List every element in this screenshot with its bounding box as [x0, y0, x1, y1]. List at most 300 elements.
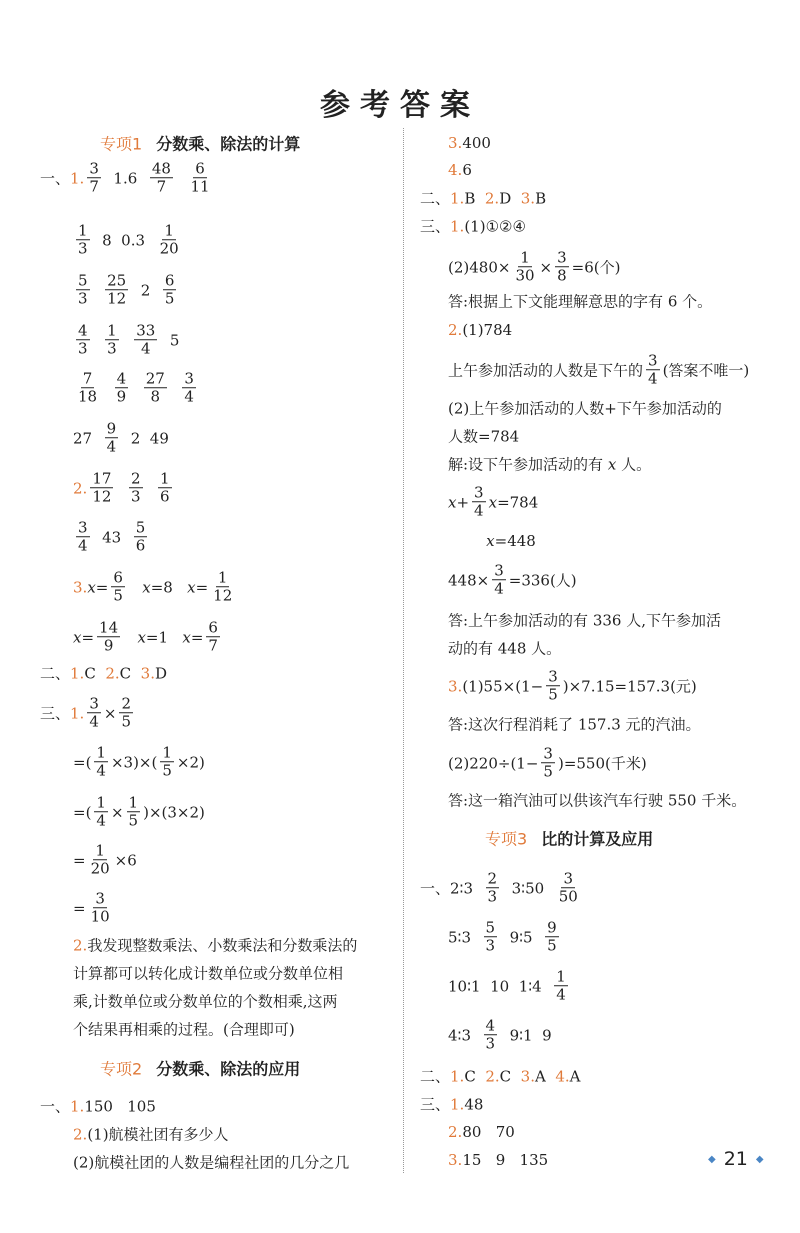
fraction	[163, 272, 177, 308]
answer-line	[73, 619, 223, 655]
answer-text: 动的有 448 人。	[448, 639, 562, 658]
answer-line	[73, 272, 179, 308]
item-label: 专项1	[100, 134, 143, 154]
fraction	[97, 619, 120, 655]
answer-line	[73, 470, 175, 506]
answer-text	[122, 331, 132, 349]
fraction	[158, 222, 181, 258]
numerator: 3	[474, 483, 484, 502]
denominator: 4	[184, 387, 194, 406]
denominator: 5	[548, 685, 558, 704]
answer-line	[448, 321, 512, 339]
numerator: 27	[145, 369, 165, 388]
numerator: 2	[121, 694, 131, 713]
fraction	[76, 272, 90, 308]
fraction	[134, 519, 148, 555]
answer-text	[146, 479, 156, 497]
numerator: 3	[557, 248, 567, 267]
item-label: 3.	[73, 578, 88, 596]
numerator: 4	[116, 369, 127, 388]
section-heading	[100, 132, 300, 155]
denominator: 3	[78, 339, 88, 358]
answer-line	[448, 161, 472, 179]
item-label: 2.	[448, 321, 463, 339]
answer-line	[73, 935, 357, 956]
answer-text: 8 0.3	[92, 231, 155, 249]
fraction	[105, 420, 119, 456]
fraction	[557, 870, 580, 906]
answer-line	[448, 134, 491, 152]
answer-line	[73, 370, 199, 406]
answer-line	[448, 562, 577, 598]
variable: x	[137, 628, 146, 646]
numerator: 7	[82, 369, 93, 388]
answer-text: 分数乘、除法的计算	[156, 134, 301, 154]
answer-line	[73, 794, 205, 830]
answer-line	[448, 1151, 548, 1169]
item-label: 3.	[448, 677, 463, 695]
fraction	[150, 160, 173, 196]
fraction	[546, 668, 560, 704]
numerator: 5	[78, 271, 88, 290]
numerator: 6	[113, 568, 123, 587]
answer-line	[40, 663, 167, 684]
denominator: 6	[160, 487, 170, 506]
item-label: 1.	[450, 1095, 465, 1113]
answer-text: =(	[73, 753, 92, 771]
numerator: 4	[78, 321, 88, 340]
answer-line	[73, 222, 184, 258]
fraction	[211, 569, 234, 605]
numerator: 3	[648, 351, 658, 370]
fraction	[94, 794, 108, 830]
denominator: 12	[92, 487, 112, 506]
denominator: 5	[162, 761, 172, 780]
answer-line	[73, 1019, 295, 1040]
answer-text	[128, 578, 142, 596]
fraction	[472, 484, 486, 520]
answer-text: =	[195, 578, 209, 596]
answer-text: (2)220÷(1−	[448, 754, 539, 772]
fraction	[160, 744, 174, 780]
denominator: 11	[190, 177, 210, 196]
denominator: 4	[648, 369, 658, 388]
answer-line	[448, 610, 721, 631]
denominator: 3	[485, 936, 496, 955]
item-label: 2.	[73, 936, 88, 954]
numerator: 2	[487, 869, 498, 888]
numerator: 1	[217, 568, 228, 587]
fraction	[115, 370, 129, 406]
answer-text: A	[534, 1067, 556, 1085]
answer-text	[131, 379, 141, 397]
denominator: 3	[78, 239, 88, 258]
answer-text: =784	[497, 493, 539, 511]
variable: x	[607, 455, 617, 473]
fraction	[484, 919, 498, 955]
fraction	[158, 470, 172, 506]
fraction	[134, 322, 157, 358]
page-title: 参考答案	[320, 88, 480, 123]
answer-line	[448, 352, 749, 388]
question-number: 三、	[420, 1095, 451, 1114]
denominator: 12	[107, 289, 127, 308]
answer-line	[448, 919, 562, 955]
denominator: 4	[96, 761, 106, 780]
answer-line	[40, 1096, 156, 1117]
answer-text: ×2)	[176, 753, 205, 771]
denominator: 7	[156, 177, 167, 196]
numerator: 3	[95, 889, 105, 908]
answer-text: 我发现整数乘法、小数乘法和分数乘法的	[87, 936, 358, 955]
item-label: 4.	[448, 161, 463, 179]
numerator: 48	[151, 159, 171, 178]
fraction	[87, 695, 101, 731]
item-label: 1.	[450, 1067, 465, 1085]
answer-line	[73, 322, 179, 358]
fraction	[105, 272, 128, 308]
denominator: 20	[90, 859, 110, 878]
fraction	[90, 470, 113, 506]
section-heading	[100, 1057, 300, 1080]
answer-text: =(	[73, 803, 92, 821]
item-label: 3.	[448, 1151, 463, 1169]
numerator: 3	[78, 518, 88, 537]
numerator: 9	[547, 918, 557, 937]
numerator: 25	[107, 271, 127, 290]
item-label: 2.	[484, 189, 500, 207]
answer-line	[73, 991, 338, 1012]
answer-text: +	[456, 493, 470, 511]
answer-line	[73, 842, 137, 878]
numerator: 1	[162, 743, 172, 762]
answer-text: =	[73, 851, 86, 869]
answer-line	[73, 519, 150, 555]
numerator: 1	[520, 248, 530, 267]
denominator: 7	[89, 177, 99, 196]
answer-line	[448, 398, 722, 419]
answer-line	[448, 668, 697, 704]
denominator: 3	[107, 339, 117, 358]
answer-text: (1)55×(1−	[462, 677, 544, 695]
numerator: 9	[106, 419, 117, 438]
answer-text: C	[464, 1067, 486, 1085]
numerator: 1	[556, 967, 566, 986]
numerator: 3	[563, 869, 574, 888]
numerator: 6	[164, 271, 175, 290]
denominator: 3	[487, 887, 498, 906]
denominator: 8	[150, 387, 161, 406]
answer-text: (答案不唯一)	[662, 361, 750, 380]
answer-line	[448, 745, 647, 781]
numerator: 14	[99, 618, 119, 637]
answer-line	[73, 420, 169, 456]
answer-text: ×	[110, 803, 124, 821]
answer-line	[420, 870, 583, 906]
denominator: 7	[208, 636, 218, 655]
answer-text: 个结果再相乘的过程。(合理即可)	[73, 1020, 295, 1039]
question-number: 一、	[40, 1097, 71, 1116]
variable: x	[142, 578, 151, 596]
answer-text: 27	[73, 429, 102, 447]
fraction	[545, 919, 559, 955]
answer-text: 答:这一箱汽油可以供该汽车行驶 550 千米。	[448, 791, 747, 810]
answer-text: )×7.15=157.3(元)	[562, 677, 697, 696]
fraction	[111, 569, 125, 605]
numerator: 6	[208, 618, 218, 637]
denominator: 9	[103, 636, 114, 655]
denominator: 3	[130, 487, 141, 506]
numerator: 3	[89, 159, 99, 178]
decor-dot-icon: ◆	[708, 1154, 716, 1165]
numerator: 1	[78, 221, 88, 240]
answer-text: 48	[464, 1095, 484, 1113]
item-label: 2.	[448, 1123, 463, 1141]
answer-text	[93, 281, 103, 299]
answer-text: 分数乘、除法的应用	[156, 1059, 301, 1079]
answer-line	[73, 1124, 229, 1145]
fraction	[76, 519, 90, 555]
denominator: 6	[135, 536, 146, 555]
numerator: 17	[92, 469, 112, 488]
answer-line	[448, 454, 651, 475]
answer-text: 计算都可以转化成计数单位或分数单位相	[73, 964, 344, 983]
answer-text: 2 49	[121, 429, 169, 447]
answer-text: 4∶3	[448, 1026, 481, 1044]
numerator: 1	[107, 321, 117, 340]
answer-text: 9∶1 9	[500, 1026, 552, 1044]
answer-line	[420, 216, 526, 237]
fraction	[127, 794, 141, 830]
item-label: 3.	[448, 134, 463, 152]
fraction	[554, 968, 568, 1004]
variable: x	[182, 628, 191, 646]
denominator: 18	[78, 387, 98, 406]
answer-text: (1)①②④	[464, 217, 526, 235]
answer-text: (2)航模社团的人数是编程社团的几分之几	[73, 1153, 350, 1172]
page-number-text: 21	[723, 1148, 748, 1170]
numerator: 33	[136, 321, 156, 340]
denominator: 5	[543, 762, 553, 781]
item-label: 专项3	[485, 829, 528, 849]
denominator: 4	[474, 501, 484, 520]
denominator: 4	[96, 811, 106, 830]
item-label: 3.	[140, 664, 155, 682]
item-label: 3.	[520, 189, 536, 207]
answer-text	[170, 379, 180, 397]
answer-text: =336(人)	[508, 571, 577, 590]
answer-line	[420, 188, 546, 209]
answer-text: 80 70	[462, 1123, 515, 1141]
answer-line	[73, 1152, 349, 1173]
answer-text: 人数=784	[448, 427, 520, 446]
answer-text: =6(个)	[571, 258, 621, 277]
numerator: 2	[130, 469, 141, 488]
item-label: 2.	[105, 664, 120, 682]
fraction	[484, 1017, 498, 1053]
section-heading	[485, 827, 653, 850]
answer-line	[448, 532, 536, 550]
answer-text: 1.6	[103, 169, 147, 187]
numerator: 1	[164, 221, 174, 240]
fraction	[119, 695, 133, 731]
question-number: 二、	[420, 189, 451, 208]
answer-text: )×(3×2)	[143, 803, 205, 821]
answer-text: 15 9 135	[462, 1151, 549, 1169]
fraction	[646, 352, 660, 388]
answer-text: =8	[150, 578, 188, 596]
answer-text: D	[154, 664, 168, 682]
answer-line	[448, 790, 746, 811]
fraction	[105, 322, 119, 358]
answer-text: 答:根据上下文能理解意思的字有 6 个。	[448, 292, 713, 311]
variable: x	[488, 493, 498, 511]
numerator: 1	[96, 793, 106, 812]
question-number: 一、	[420, 879, 451, 898]
item-label: 2.	[73, 1125, 88, 1143]
answer-line	[73, 890, 115, 926]
answer-text: 5	[160, 331, 180, 349]
fraction	[206, 619, 220, 655]
answer-text: 6	[462, 161, 472, 179]
denominator: 3	[485, 1034, 496, 1053]
answer-text: (2)上午参加活动的人数+下午参加活动的	[448, 399, 722, 418]
numerator: 1	[160, 469, 170, 488]
denominator: 9	[116, 387, 127, 406]
fraction	[76, 222, 90, 258]
answer-text: 3∶50	[502, 879, 554, 897]
numerator: 4	[485, 1016, 496, 1035]
item-label: 4.	[555, 1067, 570, 1085]
column-divider	[403, 128, 404, 1173]
variable: x	[486, 532, 495, 550]
denominator: 5	[128, 811, 139, 830]
answer-text: D	[499, 189, 521, 207]
denominator: 4	[89, 712, 99, 731]
answer-line	[40, 160, 215, 196]
answer-text: (1)784	[462, 321, 513, 339]
numerator: 5	[135, 518, 146, 537]
answer-line	[448, 714, 701, 735]
question-number: 二、	[420, 1067, 451, 1086]
answer-text: 人。	[616, 455, 652, 474]
answer-text: (2)480×	[448, 258, 511, 276]
answer-text: 答:上午参加活动的有 336 人,下午参加活	[448, 611, 721, 630]
item-label: 1.	[70, 664, 85, 682]
answer-text: =1	[145, 628, 183, 646]
answer-text: 比的计算及应用	[541, 829, 654, 849]
question-number: 一、	[40, 169, 71, 188]
answer-text: 9∶5	[500, 928, 543, 946]
denominator: 4	[78, 536, 88, 555]
numerator: 3	[89, 694, 99, 713]
answer-text	[116, 479, 126, 497]
denominator: 5	[113, 586, 123, 605]
answer-text: 10∶1 10 1∶4	[448, 977, 552, 995]
denominator: 10	[90, 907, 110, 926]
item-label: 3.	[520, 1067, 535, 1085]
denominator: 5	[164, 289, 175, 308]
item-label: 1.	[450, 189, 465, 207]
answer-line	[420, 1094, 483, 1115]
fraction	[76, 322, 90, 358]
denominator: 3	[78, 289, 88, 308]
answer-text: ×6	[114, 851, 137, 869]
denominator: 5	[121, 712, 131, 731]
answer-text: ×	[103, 704, 117, 722]
answer-line	[448, 968, 571, 1004]
fraction	[555, 249, 569, 285]
answer-text: 2	[131, 281, 160, 299]
answer-text: 答:这次行程消耗了 157.3 元的汽油。	[448, 715, 701, 734]
answer-line	[448, 1123, 515, 1141]
answer-text: ×	[539, 258, 553, 276]
answer-text: 2∶3	[450, 879, 483, 897]
answer-text: B	[464, 189, 485, 207]
answer-text: C	[499, 1067, 521, 1085]
answer-text: =	[81, 628, 95, 646]
fraction	[129, 470, 143, 506]
answer-text	[102, 379, 112, 397]
variable: x	[87, 578, 96, 596]
denominator: 12	[213, 586, 233, 605]
numerator: 1	[96, 743, 106, 762]
numerator: 6	[195, 159, 205, 178]
denominator: 4	[556, 985, 566, 1004]
answer-line	[448, 638, 561, 659]
question-number: 三、	[420, 217, 451, 236]
fraction	[94, 744, 108, 780]
numerator: 1	[95, 841, 105, 860]
denominator: 4	[106, 437, 117, 456]
fraction	[492, 562, 506, 598]
numerator: 1	[128, 793, 139, 812]
answer-text	[176, 169, 186, 187]
fraction	[486, 870, 500, 906]
denominator: 5	[547, 936, 557, 955]
question-number: 三、	[40, 704, 71, 723]
answer-text: B	[535, 189, 547, 207]
item-label: 1.	[450, 217, 465, 235]
decor-dot-icon: ◆	[755, 1154, 764, 1165]
denominator: 20	[159, 239, 179, 258]
fraction	[89, 890, 112, 926]
item-label: 1.	[70, 169, 85, 187]
answer-text: 150 105	[84, 1097, 156, 1115]
denominator: 50	[558, 887, 578, 906]
answer-line	[448, 291, 712, 312]
answer-text: =448	[494, 532, 536, 550]
answer-text: 400	[462, 134, 491, 152]
item-label: 1.	[70, 1097, 85, 1115]
answer-line	[448, 249, 621, 285]
answer-text: ×3)×(	[110, 753, 158, 771]
answer-text: =	[190, 628, 204, 646]
answer-line	[73, 744, 205, 780]
item-label: 专项2	[100, 1059, 143, 1079]
fraction	[76, 370, 99, 406]
answer-text: A	[569, 1067, 581, 1085]
denominator: 8	[557, 266, 567, 285]
fraction	[182, 370, 196, 406]
variable: x	[187, 578, 196, 596]
fraction	[89, 842, 112, 878]
answer-text: )=550(千米)	[557, 754, 647, 773]
answer-text: C	[84, 664, 106, 682]
variable: x	[448, 493, 457, 511]
answer-text: =	[95, 578, 109, 596]
numerator: 3	[548, 667, 558, 686]
